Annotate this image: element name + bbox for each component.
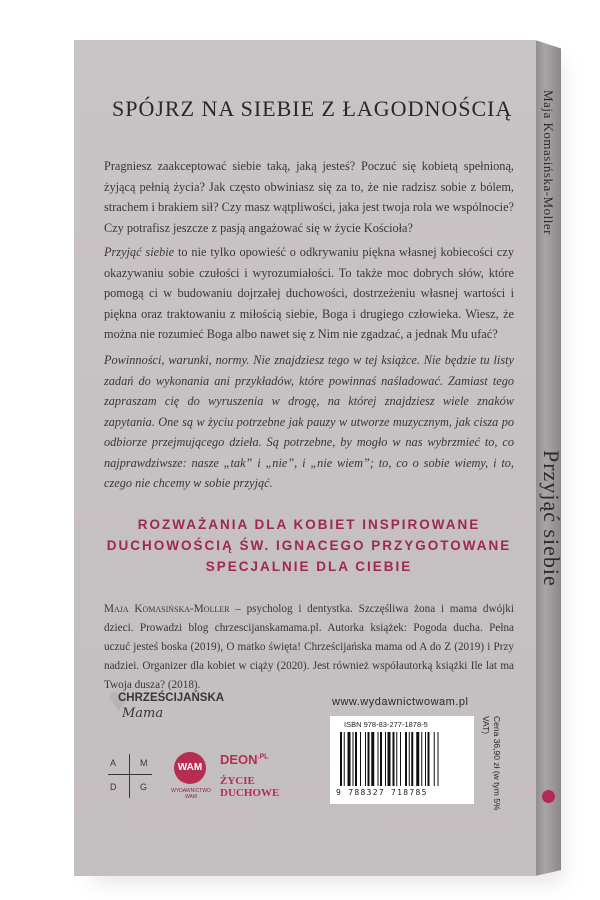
price-label: Cena 36,90 zł (w tym 5% VAT) [481,716,502,811]
heart-icon: ♥ [108,680,130,720]
barcode-bar [365,732,366,786]
zd-line1: ŻYCIE [220,775,255,787]
barcode-bar [344,732,345,786]
barcode-icon [340,732,464,786]
wam-subtitle: WYDAWNICTWO WAM [171,788,211,800]
barcode-bar [388,732,391,786]
book-title-inline: Przyjąć siebie [104,245,175,259]
barcode-bar [421,732,422,786]
barcode-bar [371,732,374,786]
barcode-bar [409,732,410,786]
wam-logo [168,752,214,798]
barcode-bar [355,732,357,786]
deon-text: DEON [220,752,258,767]
barcode-bar [378,732,379,786]
cross-icon [129,754,130,798]
barcode-bar [393,732,395,786]
barcode-bar [360,732,361,786]
spine-text [539,90,564,790]
cover-headline: SPÓJRZ NA SIEBIE Z ŁAGODNOŚCIĄ [112,96,513,121]
logo-cm-line2: Mama [122,706,164,721]
amdg-letter-d: D [110,782,117,792]
barcode-bar [425,732,426,786]
barcode-bar [428,732,430,786]
barcode-digits: 9 788327 718785 [336,788,428,797]
barcode-bar [396,732,397,786]
wam-emblem: WAM [174,752,206,784]
blurb-paragraph-2 [104,242,514,345]
amdg-letter-m: M [140,758,148,768]
author-bio [104,600,514,695]
barcode-bar [411,732,413,786]
tagline: ROZWAŻANIA DLA KOBIET INSPIROWANE DUCHOWOŚCIĄ ŚW. IGNACEGO PRZYGOTOWANE SPECJALNIE DLA CIEBIE [106,517,512,574]
cross-bar [108,774,152,775]
deon-suffix: .PL [257,753,269,761]
barcode-bar [405,732,407,786]
amdg-logo [106,752,154,800]
publisher-website: www.wydawnictwowam.pl [332,696,469,708]
barcode-bar [380,732,382,786]
barcode-bar [434,732,435,786]
author-name: Maja Komasińska-Moller [104,603,230,615]
barcode-box [330,716,474,804]
barcode-bar [368,732,370,786]
barcode-bar [438,732,439,786]
isbn-label: ISBN 978-83-277-1878-5 [344,720,428,729]
barcode-bar [353,732,354,786]
author-bio-text: – psycholog i dentystka. Szczęśliwa żona i mama dwójki dzieci. Prowadzi blog chrzescijanskamama.pl. Autorka książek: Pogoda ducha. Pełna uczuć jesteś boska (2019), O matko święta! Chrześcijańska mama od A do Z (2019) i Przy nadziei. Organizer dla kobiet w ciąży (2020). Jest również współautorką książki Ile lat ma Twoja dusza? (2018). [104,603,514,691]
barcode-bar [385,732,386,786]
blurb-paragraph-3: Powinności, warunki, normy. Nie znajdziesz tego w tej książce. Nie będzie tu listy zadań do wykonania ani przykładów, które powinnaś naśladować. Zamiast tego zapraszam cię do wyruszenia w drogę, na której znajdziesz wiele znaków zapytania. One są w życiu potrzebne jak pauzy w utworze muzycznym, jak cisza po odbiorze przejmującego dzieła. Są potrzebne, by mogło w nas wybrzmieć to, co najprawdziwsze: nasze „tak” i „nie”, i „nie wiem”; to, co o sobie wiemy, i to, czego nie chcemy w sobie przyjąć. [104,353,514,490]
spine-author: Maja Komasińska-Moller [541,90,556,235]
blurb-paragraph-2-text: to nie tylko opowieść o odkrywaniu piękna własnej kobiecości czy okazywaniu sobie czułości i wyrozumiałości. To także moc dobrych słów, które pomogą ci w budowaniu dojrzałej duchowości, dostrzeżeniu własnej wartości i piękna oraz traktowaniu z miłością siebie, Boga i drugiego człowieka. Wiesz, że można nie rozumieć Boga albo nawet się z Nim nie zgadzać, a jednak Mu ufać? [104,245,514,341]
amdg-letter-g: G [140,782,148,792]
spine-title: Przyjąć siebie [539,450,564,587]
barcode-bar [340,732,342,786]
logo-cm-line1: CHRZEŚCIJAŃSKA [118,692,225,704]
barcode-bar [348,732,351,786]
zd-line2: DUCHOWE [220,787,280,799]
barcode-bar [416,732,419,786]
barcode-bar [400,732,401,786]
blurb-paragraph-1: Pragniesz zaakceptować siebie taką, jaką jesteś? Poczuć się kobietą spełnioną, żyjącą pełnią życia? Jak często obwiniasz się za to, że nie radzisz sobie z bólem, strachem i brakiem sił? Czy masz wątpliwości, jaka jest twoja rola we wspólnocie? Czy potrafisz jeszcze z pasją angażować się w życie Kościoła? [104,159,514,235]
zycie-duchowe-logo [220,775,279,799]
deon-logo [220,752,268,767]
chrzescijanska-mama-logo [108,680,225,728]
amdg-letter-a: A [110,758,117,768]
spine-logo-dot [542,790,555,803]
